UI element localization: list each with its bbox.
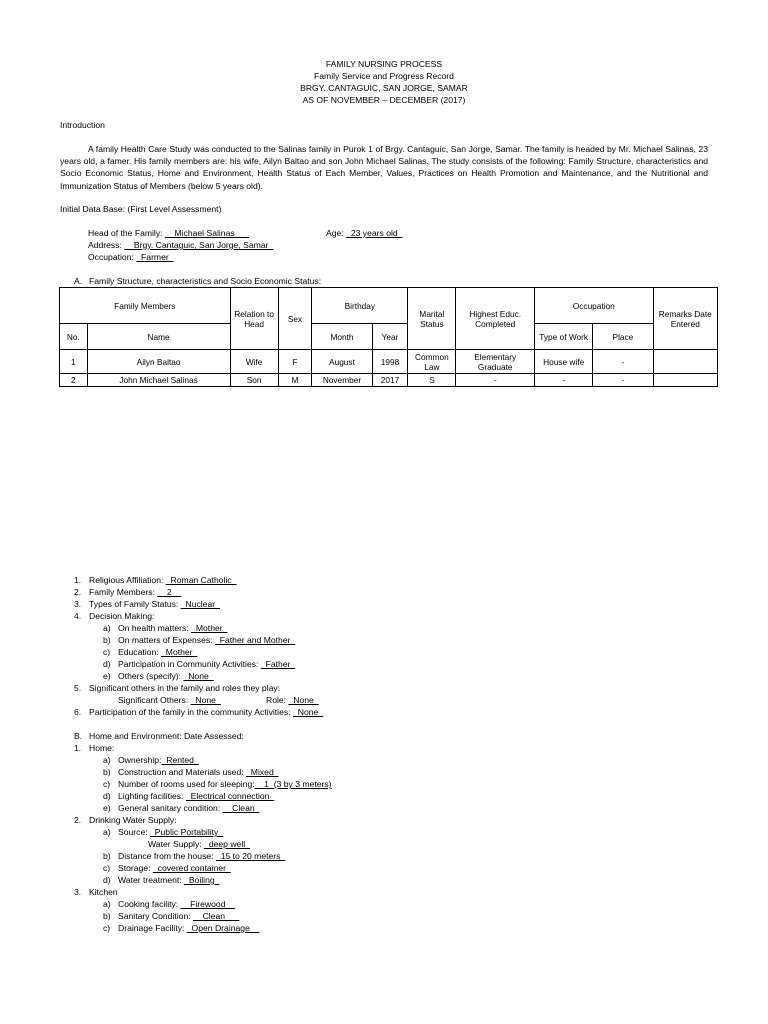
list-subitem	[103, 634, 296, 646]
occupation-field	[88, 252, 174, 262]
list-value: _Roman Catholic_	[165, 575, 237, 585]
th-year: Year	[372, 324, 408, 350]
kitchen-heading	[74, 886, 118, 898]
sub-value: __Clean_	[222, 803, 260, 813]
sub-label: Education:	[118, 647, 159, 657]
list-number: 5.	[74, 683, 82, 693]
list-item	[74, 610, 155, 622]
list-subitem	[103, 802, 260, 814]
list-subitem	[103, 778, 332, 790]
occupation-label: Occupation:	[88, 252, 134, 262]
th-relation: Relation to Head	[230, 288, 278, 350]
th-occupation: Occupation	[535, 288, 654, 324]
sub-letter: c)	[103, 923, 111, 933]
home-heading	[74, 742, 115, 754]
list-subitem	[103, 658, 296, 670]
age-label: Age:	[326, 228, 344, 238]
list-number: 1.	[74, 743, 82, 753]
cell-relation: Wife	[230, 350, 278, 374]
list-number: 1.	[74, 575, 82, 585]
section-b-heading	[74, 730, 244, 742]
cell-month: November	[312, 374, 372, 387]
sub-label: Ownership:	[118, 755, 162, 765]
sub-value: _Mother_	[191, 623, 228, 633]
cell-year: 2017	[372, 374, 408, 387]
intro-heading: Introduction	[60, 120, 105, 130]
doc-location: BRGY. CANTAGUIC, SAN JORGE, SAMAR	[300, 83, 468, 93]
cell-education: -	[456, 374, 535, 387]
sub-value: __1_(3 by 3 meters)	[254, 779, 332, 789]
list-label: Kitchen	[89, 887, 118, 897]
sub-letter: e)	[103, 803, 111, 813]
cell-type: House wife	[535, 350, 593, 374]
list-number: 3.	[74, 599, 82, 609]
th-remarks: Remarks Date Entered	[653, 288, 717, 350]
sub-letter: d)	[103, 875, 111, 885]
age-value: _23 years old_	[346, 228, 403, 238]
cell-type: -	[535, 374, 593, 387]
cell-month: August	[312, 350, 372, 374]
sub-value: _Open Drainage__	[186, 923, 260, 933]
cell-no: 2	[60, 374, 88, 387]
sub-letter: c)	[103, 863, 111, 873]
sub-value: _covered container_	[152, 863, 231, 873]
list-subitem	[103, 622, 228, 634]
list-subitem	[103, 754, 199, 766]
list-number: 4.	[74, 611, 82, 621]
sub-value: _Father_	[260, 659, 296, 669]
water-supply	[148, 838, 250, 850]
cell-no: 1	[60, 350, 88, 374]
sub-label: Lighting facilities:	[118, 791, 184, 801]
th-birthday: Birthday	[312, 288, 408, 324]
sub-label: Drainage Facility:	[118, 923, 185, 933]
section-a-letter: A.	[74, 276, 83, 286]
sub-label: On health matters:	[118, 623, 189, 633]
sub-label: Participation in Community Activities:	[118, 659, 259, 669]
list-subitem	[103, 874, 220, 886]
sub-label: Construction and Materials used:	[118, 767, 244, 777]
sub-value: _None_	[183, 671, 214, 681]
sub-label: Cooking facility:	[118, 899, 179, 909]
cell-name: Ailyn Baltao	[87, 350, 230, 374]
sub-label: General sanitary condition:	[118, 803, 221, 813]
occupation-value: _Farmer_	[136, 252, 174, 262]
ws-value: _deep well_	[204, 839, 250, 849]
sub-label: Water treatment:	[118, 875, 182, 885]
table-row	[60, 350, 718, 374]
age-field	[326, 228, 402, 238]
sub-value: __Clean___	[193, 911, 240, 921]
sub-letter: d)	[103, 791, 111, 801]
list-subitem	[103, 910, 240, 922]
cell-relation: Son	[230, 374, 278, 387]
cell-remarks	[653, 374, 717, 387]
sub-label: Sanitary Condition:	[118, 911, 191, 921]
head-label: Head of the Family:	[88, 228, 163, 238]
sub-value: _Electrical connection_	[185, 791, 275, 801]
list-item	[74, 598, 220, 610]
sub-letter: b)	[103, 911, 111, 921]
list-label: Types of Family Status:	[89, 599, 179, 609]
sub-letter: b)	[103, 635, 111, 645]
list-value: _None_	[292, 707, 324, 717]
doc-subtitle: Family Service and Progress Record	[314, 71, 454, 81]
th-type-of-work: Type of Work	[535, 324, 593, 350]
so-label: Significant Others:	[118, 695, 189, 705]
list-label: Significant others in the family and roles they play:	[89, 683, 281, 693]
list-subitem	[103, 670, 214, 682]
section-b-letter: B.	[74, 731, 83, 741]
sub-label: Distance from the house:	[118, 851, 214, 861]
water-heading	[74, 814, 177, 826]
sub-value: _Father and Mother_	[214, 635, 296, 645]
cell-year: 1998	[372, 350, 408, 374]
sub-label: Source:	[118, 827, 148, 837]
list-value: _Nuclear_	[180, 599, 220, 609]
list-number: 2.	[74, 587, 82, 597]
doc-title: FAMILY NURSING PROCESS	[325, 59, 443, 69]
sub-letter: a)	[103, 899, 111, 909]
cell-place: -	[593, 374, 653, 387]
sub-letter: d)	[103, 659, 111, 669]
sub-value: _Boiling_	[184, 875, 220, 885]
list-number: 6.	[74, 707, 82, 717]
head-of-family	[88, 228, 249, 238]
cell-sex: M	[278, 374, 312, 387]
address-label: Address:	[88, 240, 122, 250]
sub-letter: a)	[103, 623, 111, 633]
list-subitem	[103, 898, 236, 910]
cell-remarks	[653, 350, 717, 374]
th-name: Name	[87, 324, 230, 350]
sub-value: __Firewood__	[180, 899, 236, 909]
list-subitem	[103, 862, 231, 874]
list-label: Religious Affiliation:	[89, 575, 164, 585]
sub-value: _Public Portability_	[150, 827, 224, 837]
sub-value: _Rented_	[161, 755, 199, 765]
sub-label: On matters of Expenses:	[118, 635, 213, 645]
sub-label: Others (specify):	[118, 671, 182, 681]
cell-sex: F	[278, 350, 312, 374]
th-family-members: Family Members	[60, 288, 231, 324]
list-item	[74, 574, 237, 586]
sub-value: _15 to 20 meters_	[215, 851, 286, 861]
table-row	[60, 374, 718, 387]
list-label: Drinking Water Supply:	[89, 815, 177, 825]
intro-paragraph: A family Health Care Study was conducted to the Salinas family in Purok 1 of Brgy. Cantaguic, San Jorge, Samar. The family is headed by Mr. Michael Salinas, 23 years old, a famer. His family members are: his wife, Ailyn Baltao and son John Michael Salinas. The study consists of the following: Family Structure, characteristics and Socio Economic Status, Home and Environment, Health Status of Each Member, Values, Practices on Health Promotion and Maintenance, and the Nutritional and Immunization Status of Members (below 5 years old).	[60, 144, 708, 191]
doc-period: AS OF NOVEMBER – DECEMBER (2017)	[302, 95, 466, 105]
list-subitem	[103, 826, 224, 838]
role-value: _None_	[288, 695, 319, 705]
address-value: __Brgy. Cantaguic, San Jorge, Samar_	[124, 240, 274, 250]
role-label: Role:	[266, 695, 287, 705]
so-value: _None_	[190, 695, 221, 705]
cell-marital: S	[408, 374, 456, 387]
significant-others	[118, 694, 221, 706]
database-heading: Initial Data Base: (First Level Assessment)	[60, 204, 222, 214]
list-subitem	[103, 646, 198, 658]
list-item	[74, 586, 182, 598]
th-marital: Marital Status	[408, 288, 456, 350]
list-label: Participation of the family in the community Activities:	[89, 707, 291, 717]
cell-marital: Common Law	[408, 350, 456, 374]
cell-place: -	[593, 350, 653, 374]
sub-letter: c)	[103, 779, 111, 789]
sub-letter: a)	[103, 755, 111, 765]
sub-value: _Mixed_	[246, 767, 279, 777]
sub-letter: e)	[103, 671, 111, 681]
list-subitem	[103, 922, 260, 934]
address-field	[88, 240, 273, 250]
list-item	[74, 682, 281, 694]
sub-label: Number of rooms used for sleeping:	[118, 779, 255, 789]
sub-value: _Mother_	[161, 647, 198, 657]
cell-name: John Michael Salinas	[87, 374, 230, 387]
sub-label: Storage:	[118, 863, 151, 873]
cell-education: Elementary Graduate	[456, 350, 535, 374]
th-month: Month	[312, 324, 372, 350]
list-label: Decision Making:	[89, 611, 155, 621]
list-number: 3.	[74, 887, 82, 897]
list-subitem	[103, 766, 279, 778]
list-number: 2.	[74, 815, 82, 825]
th-no: No.	[60, 324, 88, 350]
list-label: Family Members:	[89, 587, 155, 597]
list-subitem	[103, 850, 286, 862]
sub-letter: b)	[103, 767, 111, 777]
sub-letter: a)	[103, 827, 111, 837]
list-value: __2__	[157, 587, 182, 597]
section-b-title: Home and Environment: Date Assessed:	[89, 731, 244, 741]
ws-label: Water Supply:	[148, 839, 202, 849]
section-a-title: Family Structure, characteristics and Socio Economic Status:	[89, 276, 322, 286]
list-subitem	[103, 790, 275, 802]
family-members-table	[59, 287, 718, 387]
role-field	[266, 694, 319, 706]
th-education: Highest Educ. Completed	[456, 288, 535, 350]
th-sex: Sex	[278, 288, 312, 350]
th-place: Place	[593, 324, 653, 350]
list-label: Home:	[89, 743, 115, 753]
list-item	[74, 706, 324, 718]
sub-letter: b)	[103, 851, 111, 861]
sub-letter: c)	[103, 647, 111, 657]
head-value: __Michael Salinas___	[164, 228, 249, 238]
